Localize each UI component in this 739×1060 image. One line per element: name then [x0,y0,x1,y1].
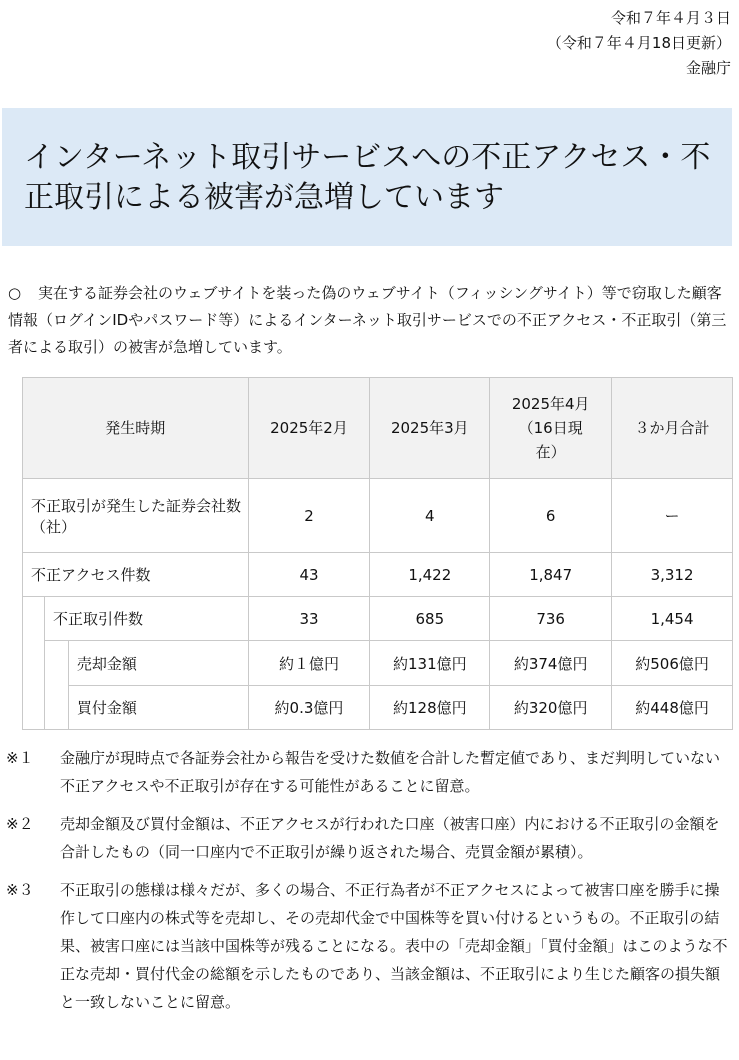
header-apr [490,378,612,479]
footnote-mark: ※１ [6,749,34,767]
cell-value: 約0.3億円 [248,686,370,730]
row-label-trades: 不正取引件数 [44,597,248,641]
cell-value: 685 [370,597,490,641]
cell-value: 4 [370,479,490,553]
footnote-mark: ※３ [6,881,34,899]
cell-value: 1,847 [490,553,612,597]
row-label-access: 不正アクセス件数 [23,553,249,597]
cell-value: 約320億円 [490,686,612,730]
document-updated-date: （令和７年４月18日更新） [546,34,731,52]
header-period: 発生時期 [23,378,249,479]
indent-spacer [23,597,45,730]
title-banner [2,108,732,246]
footnote-3 [6,876,732,1016]
footnote-text: 不正取引の態様は様々だが、多くの場合、不正行為者が不正アクセスによって被害口座を勝手に操作して口座内の株式等を売却し、その売却代金で中国株等を買い付けるというもの。不正取引の結果、被害口座には当該中国株等が残ることになる。表中の「売却金額」「買付金額」はこのような不正な売却・買付代金の総額を示したものであり、当該金額は、不正取引により生じた顧客の損失額と一致しないことに留意。 [60,881,728,1011]
page-title: インターネット取引サービスへの不正アクセス・不正取引による被害が急増しています [24,140,711,215]
cell-value: ー [612,479,733,553]
table-header-row [23,378,733,479]
footnotes [6,744,732,1026]
footnote-mark: ※２ [6,815,34,833]
cell-value: 約506億円 [612,641,733,686]
footnote-2 [6,810,732,866]
cell-value: 約１億円 [248,641,370,686]
intro-text: 実在する証券会社のウェブサイトを装った偽のウェブサイト（フィッシングサイト）等で窃取した顧客情報（ログインIDやパスワード等）によるインターネット取引サービスでの不正アクセス・不正取引（第三者による取引）の被害が急増しています。 [8,284,727,356]
cell-value: 2 [248,479,370,553]
cell-value: 約131億円 [370,641,490,686]
indent-spacer [44,641,68,730]
document-meta [547,6,731,81]
document-date: 令和７年４月３日 [610,9,731,27]
row-label-firms: 不正取引が発生した証券会社数（社） [23,479,249,553]
header-apr-text: 2025年4月（16日現在） [511,395,590,461]
header-total: ３か月合計 [612,378,733,479]
footnote-1 [6,744,732,800]
intro-paragraph [8,280,730,361]
row-label-purchases: 買付金額 [68,686,248,730]
cell-value: 約448億円 [612,686,733,730]
cell-value: 1,422 [370,553,490,597]
cell-value: 1,454 [612,597,733,641]
row-label-sales: 売却金額 [68,641,248,686]
damage-statistics-table [22,377,733,730]
cell-value: 約374億円 [490,641,612,686]
table-row [23,641,733,686]
table-row [23,597,733,641]
cell-value: 6 [490,479,612,553]
cell-value: 約128億円 [370,686,490,730]
issuing-agency: 金融庁 [685,59,731,77]
header-mar: 2025年3月 [370,378,490,479]
cell-value: 3,312 [612,553,733,597]
cell-value: 33 [248,597,370,641]
header-feb: 2025年2月 [248,378,370,479]
table-row [23,686,733,730]
table-row [23,553,733,597]
footnote-text: 金融庁が現時点で各証券会社から報告を受けた数値を合計した暫定値であり、まだ判明していない不正アクセスや不正取引が存在する可能性があることに留意。 [60,749,721,795]
intro-bullet: ○ [8,284,22,302]
table-row [23,479,733,553]
cell-value: 736 [490,597,612,641]
cell-value: 43 [248,553,370,597]
footnote-text: 売却金額及び買付金額は、不正アクセスが行われた口座（被害口座）内における不正取引の金額を合計したもの（同一口座内で不正取引が繰り返された場合、売買金額が累積）。 [60,815,720,861]
